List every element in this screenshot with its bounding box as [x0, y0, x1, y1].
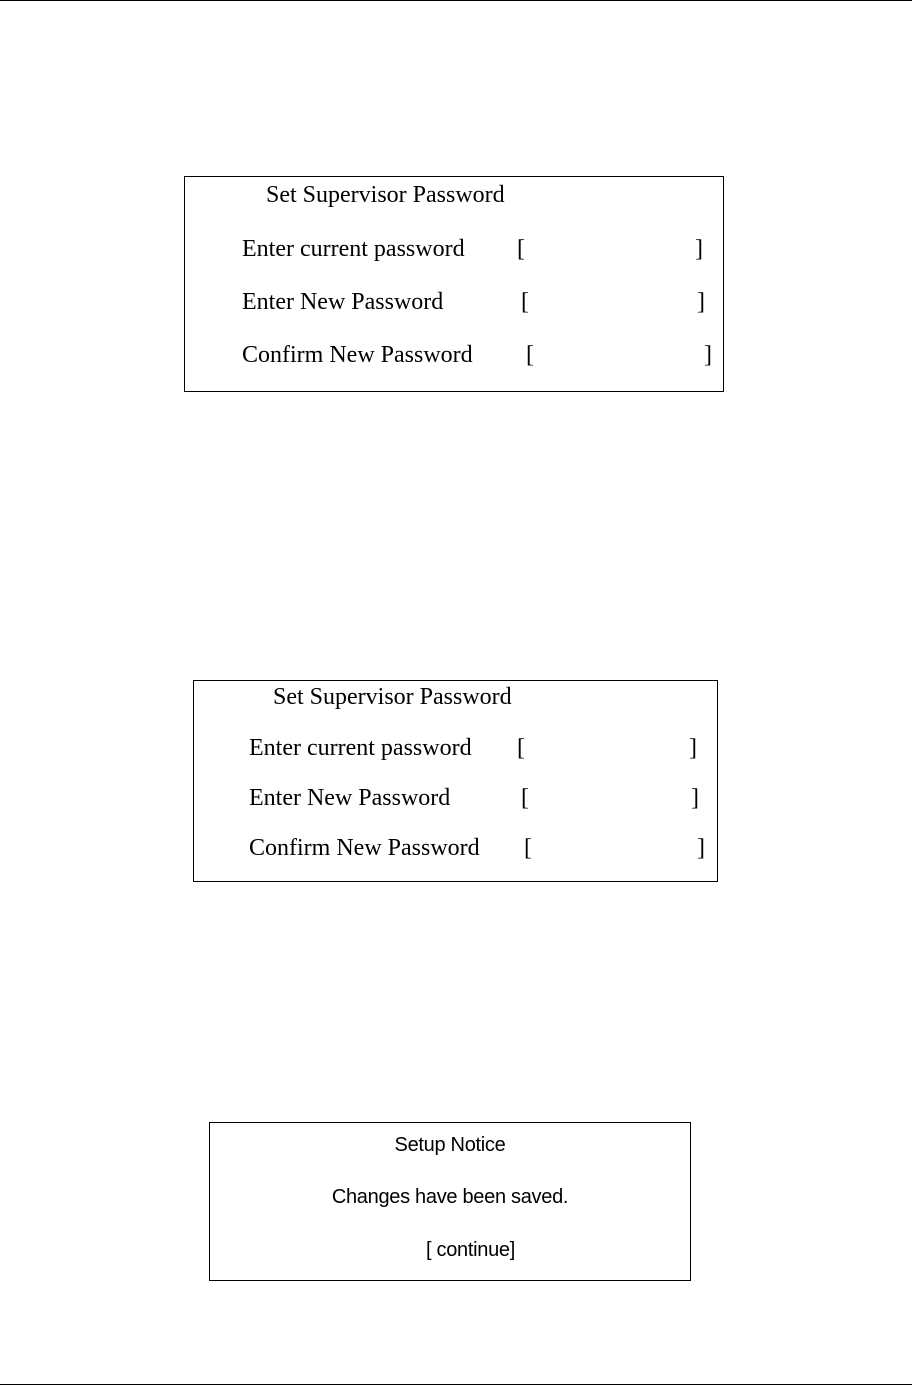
field-close-bracket: ] — [695, 236, 703, 262]
notice-message: Changes have been saved. — [331, 1186, 569, 1208]
setup-notice-dialog — [209, 1122, 691, 1281]
dialog-title: Set Supervisor Password — [266, 182, 505, 208]
set-supervisor-password-dialog — [184, 176, 724, 392]
current-password-input[interactable] — [517, 735, 697, 765]
confirm-password-input[interactable] — [526, 342, 712, 372]
confirm-password-input[interactable] — [524, 835, 705, 865]
field-open-bracket: [ — [521, 289, 529, 315]
current-password-label: Enter current password — [242, 236, 465, 262]
new-password-label: Enter New Password — [242, 289, 444, 315]
new-password-label: Enter New Password — [249, 785, 451, 811]
current-password-label: Enter current password — [249, 735, 472, 761]
current-password-input[interactable] — [517, 236, 703, 266]
confirm-password-label: Confirm New Password — [249, 835, 480, 861]
field-open-bracket: [ — [524, 835, 532, 861]
set-supervisor-password-dialog-2 — [193, 680, 718, 882]
field-open-bracket: [ — [521, 785, 529, 811]
field-open-bracket: [ — [517, 236, 525, 262]
field-close-bracket: ] — [691, 785, 699, 811]
confirm-password-label: Confirm New Password — [242, 342, 473, 368]
continue-button[interactable]: [ continue] — [426, 1239, 515, 1261]
dialog-title: Set Supervisor Password — [273, 684, 512, 710]
page-bottom-rule — [0, 1384, 912, 1385]
field-close-bracket: ] — [689, 735, 697, 761]
notice-title: Setup Notice — [394, 1134, 506, 1156]
page-top-rule — [0, 0, 912, 1]
field-close-bracket: ] — [697, 289, 705, 315]
field-close-bracket: ] — [704, 342, 712, 368]
field-close-bracket: ] — [697, 835, 705, 861]
field-open-bracket: [ — [526, 342, 534, 368]
field-open-bracket: [ — [517, 735, 525, 761]
new-password-input[interactable] — [521, 289, 705, 319]
new-password-input[interactable] — [521, 785, 699, 815]
